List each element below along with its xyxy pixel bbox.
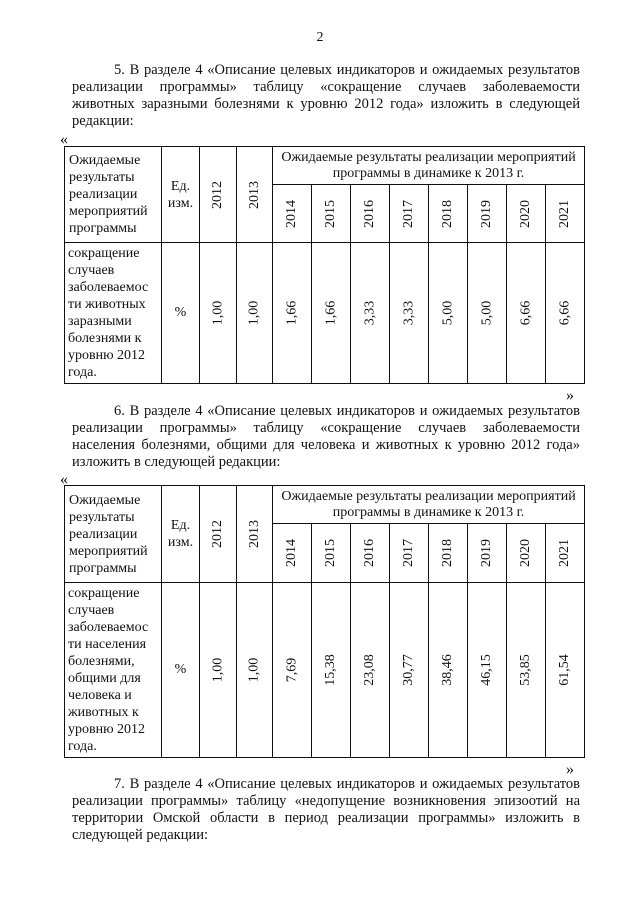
value-cell: 53,85: [507, 583, 546, 758]
header-year: 2015: [312, 185, 351, 243]
header-year: 2021: [546, 185, 585, 243]
header-unit: Ед. изм.: [162, 147, 200, 243]
indicator-table-6: [64, 485, 585, 758]
paragraph-6: 6. В разделе 4 «Описание целевых индикаторов и ожидаемых результатов реализации программы» таблицу «сокращение случаев заболеваемости населения болезнями, общими для человека и животных к уровню 2012 года» изложить в следующей редакции:: [72, 403, 580, 470]
header-year: 2016: [351, 185, 390, 243]
indicator-table-5: [64, 146, 585, 384]
header-year: 2017: [390, 524, 429, 583]
paragraph-5: 5. В разделе 4 «Описание целевых индикаторов и ожидаемых результатов реализации программы» таблицу «сокращение случаев заболеваемости животных заразными болезнями к уровню 2012 года» изложить в следующей редакции:: [72, 62, 580, 129]
value-cell: 7,69: [273, 583, 312, 758]
header-year: 2020: [507, 524, 546, 583]
value-cell: 5,00: [429, 243, 468, 384]
header-year: 2018: [429, 185, 468, 243]
value-cell-2012: 1,00: [200, 243, 237, 384]
page-number: 2: [316, 30, 324, 45]
value-cell-2013: 1,00: [237, 583, 273, 758]
value-cell: 38,46: [429, 583, 468, 758]
value-cell: 61,54: [546, 583, 585, 758]
value-cell: 23,08: [351, 583, 390, 758]
value-cell: 3,33: [351, 243, 390, 384]
header-year-2013: 2013: [237, 486, 273, 583]
header-indicator: Ожидаемые результаты реализации мероприятий программы: [65, 147, 162, 243]
header-year-2012: 2012: [200, 486, 237, 583]
close-quote-5: »: [566, 387, 574, 404]
header-year: 2014: [273, 185, 312, 243]
header-indicator: Ожидаемые результаты реализации мероприятий программы: [65, 486, 162, 583]
value-cell: 6,66: [507, 243, 546, 384]
header-unit: Ед. изм.: [162, 486, 200, 583]
unit-cell: %: [162, 583, 200, 758]
paragraph-7: 7. В разделе 4 «Описание целевых индикаторов и ожидаемых результатов реализации программы» таблицу «недопущение возникновения эпизоотий на территории Омской области в период реализации программы» изложить в следующей редакции:: [72, 776, 580, 843]
value-cell-2012: 1,00: [200, 583, 237, 758]
value-cell: 6,66: [546, 243, 585, 384]
value-cell: 1,66: [312, 243, 351, 384]
open-quote-5: «: [60, 131, 68, 148]
table-row: [65, 583, 585, 758]
header-year: 2021: [546, 524, 585, 583]
open-quote-6: «: [60, 471, 68, 488]
value-cell: 1,66: [273, 243, 312, 384]
value-cell-2013: 1,00: [237, 243, 273, 384]
header-dynamics: Ожидаемые результаты реализации мероприятий программы в динамике к 2013 г.: [273, 486, 585, 524]
header-year: 2015: [312, 524, 351, 583]
indicator-cell: сокращение случаев заболеваемос ти населения болезнями, общими для человека и животных к уровню 2012 года.: [65, 583, 162, 758]
value-cell: 15,38: [312, 583, 351, 758]
header-year: 2019: [468, 524, 507, 583]
value-cell: 3,33: [390, 243, 429, 384]
value-cell: 46,15: [468, 583, 507, 758]
header-year: 2014: [273, 524, 312, 583]
header-year: 2020: [507, 185, 546, 243]
value-cell: 5,00: [468, 243, 507, 384]
header-year-2012: 2012: [200, 147, 237, 243]
value-cell: 30,77: [390, 583, 429, 758]
header-year-2013: 2013: [237, 147, 273, 243]
close-quote-6: »: [566, 761, 574, 778]
indicator-cell: сокращение случаев заболеваемос ти животных заразными болезнями к уровню 2012 года.: [65, 243, 162, 384]
header-year: 2018: [429, 524, 468, 583]
header-year: 2019: [468, 185, 507, 243]
header-year: 2017: [390, 185, 429, 243]
table-row: [65, 243, 585, 384]
header-dynamics: Ожидаемые результаты реализации мероприятий программы в динамике к 2013 г.: [273, 147, 585, 185]
header-year: 2016: [351, 524, 390, 583]
unit-cell: %: [162, 243, 200, 384]
